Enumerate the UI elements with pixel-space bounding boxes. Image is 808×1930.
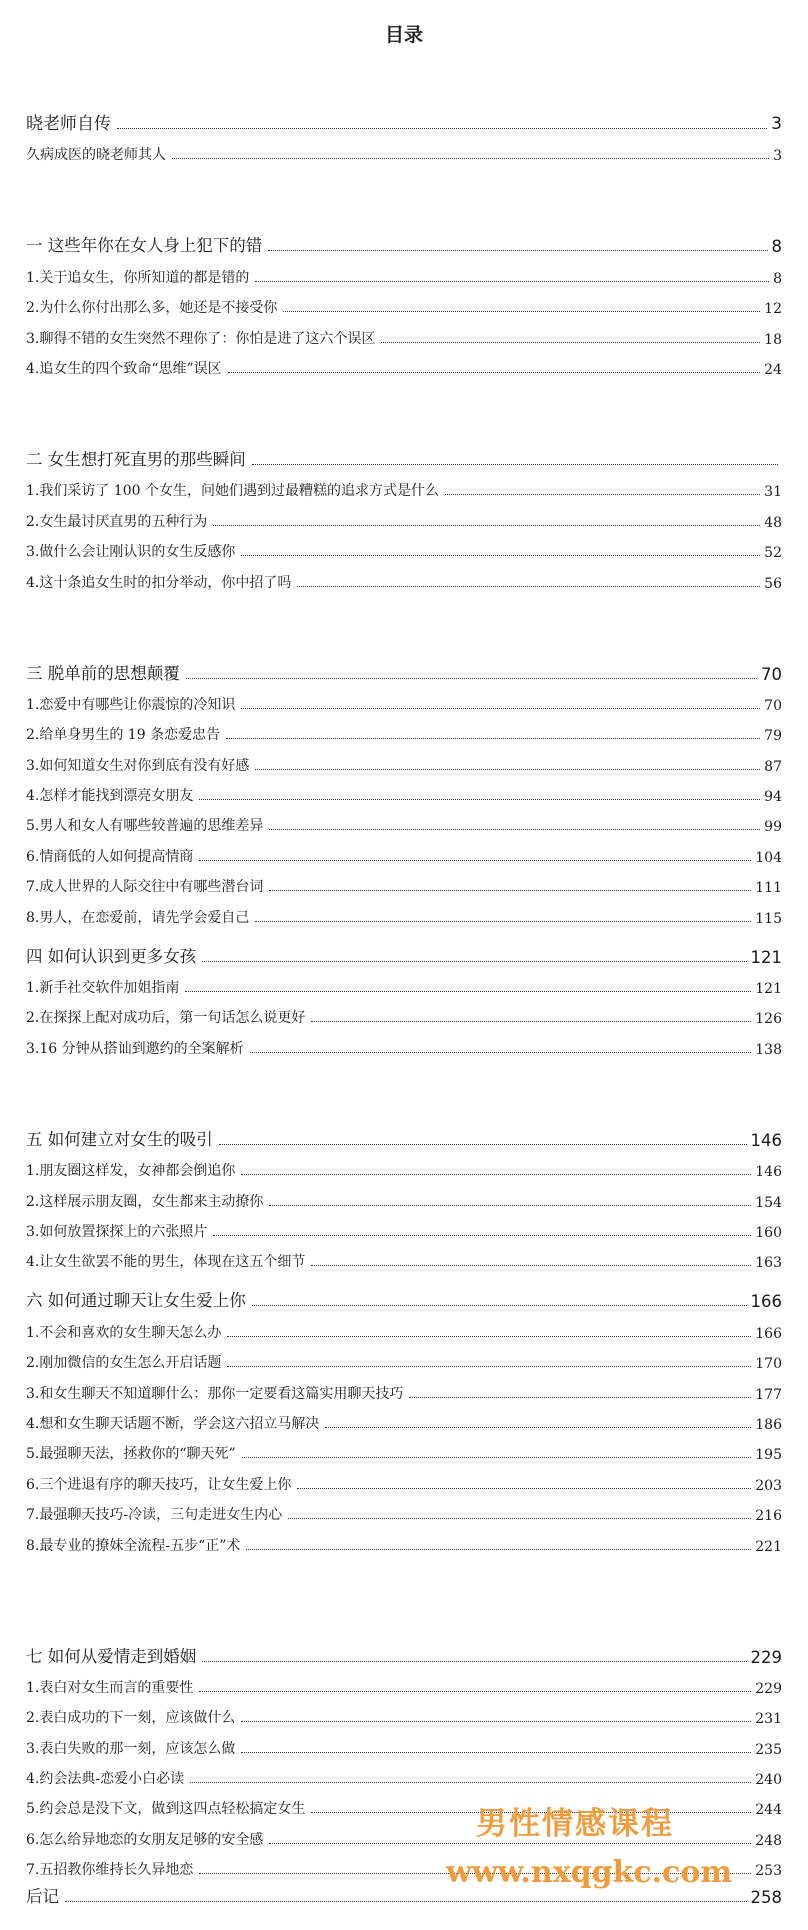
dot-leader [228,372,761,373]
dot-leader [117,128,767,129]
toc-entry-page: 231 [755,1711,782,1728]
dot-leader [202,961,746,962]
toc-entry[interactable] [26,287,782,317]
toc-entry[interactable] [26,1180,782,1210]
toc-entry-page: 154 [755,1194,782,1211]
toc-entry-title: 4.这十条追女生时的扣分举动，你中招了吗 [26,574,292,591]
dot-leader [241,1721,751,1722]
toc-entry-title: 3.表白失败的那一刻，应该怎么做 [26,1740,236,1757]
toc-section-heading-page: 70 [761,664,782,684]
toc-entry-title: 1.我们采访了 100 个女生，问她们遇到过最糟糕的追求方式是什么 [26,483,439,500]
toc-entry-page: 31 [764,484,782,501]
dot-leader [252,464,778,465]
toc-entry-page: 186 [755,1416,782,1433]
toc-section-heading[interactable] [26,646,782,684]
dot-leader [241,708,760,709]
toc-preface-subentry[interactable] [26,134,782,164]
toc-entry-page: 18 [764,331,782,348]
toc-entry-title: 5.约会总是没下文，做到这四点轻松搞定女生 [26,1801,306,1818]
dot-leader [255,769,760,770]
toc-entry-title: 3.如何知道女生对你到底有没有好感 [26,757,250,774]
toc-entry[interactable] [26,1727,782,1757]
toc-section-heading[interactable] [26,1112,782,1150]
toc-entry-page: 160 [755,1224,782,1241]
dot-leader [219,1144,747,1145]
toc-entry-page: 229 [755,1680,782,1697]
toc-entry-page: 121 [755,981,782,998]
toc-preface-entry[interactable] [26,98,782,134]
toc-section-heading[interactable] [26,1273,782,1311]
dot-leader [202,1661,746,1662]
toc-entry-title: 1.表白对女生而言的重要性 [26,1679,194,1696]
toc-entry-title: 6.三个进退有序的聊天技巧，让女生爱上你 [26,1476,292,1493]
toc-entry-page: 87 [764,758,782,775]
dot-leader [199,860,751,861]
toc-entry-title: 3.和女生聊天不知道聊什么：那你一定要看这篇实用聊天技巧 [26,1385,404,1402]
toc-entry-page: 221 [755,1538,782,1555]
toc-entry-title: 2.为什么你付出那么多，她还是不接受你 [26,300,278,317]
toc-entry-title: 4.怎样才能找到漂亮女朋友 [26,788,194,805]
toc-entry[interactable] [26,348,782,378]
toc-entry-page: 94 [764,789,782,806]
toc-entry[interactable] [26,1667,782,1697]
toc-entry-title: 1.恋爱中有哪些让你震惊的冷知识 [26,696,236,713]
dot-leader [269,1205,751,1206]
toc-section-heading-title: 一 这些年你在女人身上犯下的错 [26,236,263,256]
dot-leader [199,799,760,800]
toc-entry-title: 3.聊得不错的女生突然不理你了：你怕是进了这六个误区 [26,330,376,347]
dot-leader [288,1518,751,1519]
page-title: 目录 [384,24,423,46]
toc-entry-title: 3.做什么会让刚认识的女生反感你 [26,544,236,561]
toc-entry-page: 240 [755,1772,782,1789]
dot-leader [186,678,757,679]
dot-leader [241,1752,751,1753]
toc-entry-page: 115 [755,910,782,927]
toc-entry-page: 12 [764,301,782,318]
toc-list [26,98,782,1879]
toc-entry[interactable] [26,1494,782,1524]
dot-leader [199,1691,751,1692]
toc-entry-title: 3.16 分钟从搭讪到邀约的全案解析 [26,1040,244,1057]
toc-entry[interactable] [26,1403,782,1433]
toc-entry[interactable] [26,1372,782,1402]
toc-entry-page: 48 [764,514,782,531]
epilogue-page: 258 [750,1888,782,1907]
toc-section-heading-title: 七 如何从爱情走到婚姻 [26,1646,197,1666]
toc-section-heading[interactable] [26,218,782,256]
dot-leader [185,991,751,992]
dot-leader [190,1782,751,1783]
toc-entry[interactable] [26,805,782,835]
toc-entry[interactable] [26,744,782,774]
toc-entry-page: 216 [755,1508,782,1525]
toc-entry[interactable] [26,256,782,286]
toc-section-heading-page: 229 [750,1647,782,1667]
dot-leader [241,555,760,556]
toc-entry-page: 52 [764,545,782,562]
toc-entry-title: 2.刚加微信的女生怎么开启话题 [26,1355,222,1372]
toc-section-heading-title: 四 如何认识到更多女孩 [26,946,197,966]
toc-entry-page: 138 [755,1041,782,1058]
toc-entry[interactable] [26,1697,782,1727]
toc-section-heading-title: 六 如何通过聊天让女生爱上你 [26,1291,246,1311]
toc-section-heading[interactable] [26,1629,782,1667]
dot-leader [213,525,760,526]
dot-leader [325,1427,751,1428]
toc-entry[interactable] [26,866,782,896]
dot-leader [241,1174,751,1175]
dot-leader [172,158,769,159]
toc-entry-title: 2.在探探上配对成功后，第一句话怎么说更好 [26,1010,306,1027]
toc-entry-title: 4.想和女生聊天话题不断，学会这六招立马解决 [26,1415,320,1432]
epilogue-title: 后记 [26,1887,59,1906]
toc-entry[interactable] [26,470,782,500]
toc-entry-title: 2.女生最讨厌直男的五种行为 [26,513,208,530]
toc-entry[interactable] [26,967,782,997]
dot-leader [283,311,760,312]
dot-leader [255,281,769,282]
toc-entry[interactable] [26,835,782,865]
toc-entry-page: 177 [755,1386,782,1403]
toc-preface-entry-page: 3 [771,114,782,134]
dot-leader [381,342,760,343]
toc-entry-title: 1.不会和喜欢的女生聊天怎么办 [26,1324,222,1341]
toc-entry-page: 146 [755,1164,782,1181]
dot-leader [297,586,760,587]
toc-entry-title: 8.最专业的撩妹全流程-五步“正”术 [26,1537,241,1554]
toc-section-heading-page: 121 [750,947,782,967]
dot-leader [213,1235,751,1236]
toc-section-heading[interactable] [26,929,782,967]
dot-leader [255,921,751,922]
toc-entry-title: 8.男人，在恋爱前，请先学会爱自己 [26,909,250,926]
toc-entry[interactable] [26,561,782,591]
toc-entry-page: 166 [755,1325,782,1342]
toc-entry[interactable] [26,531,782,561]
toc-entry-page: 235 [755,1741,782,1758]
toc-entry[interactable] [26,1758,782,1788]
toc-entry-page: 203 [755,1477,782,1494]
toc-entry-title: 2.这样展示朋友圈，女生都来主动撩你 [26,1193,264,1210]
toc-entry[interactable] [26,1524,782,1554]
toc-entry-title: 4.让女生欲罢不能的男生，体现在这五个细节 [26,1254,306,1271]
dot-leader [268,250,767,251]
toc-section-heading-page: 146 [750,1130,782,1150]
toc-entry[interactable] [26,684,782,714]
toc-entry[interactable] [26,1311,782,1341]
toc-entry-page: 111 [755,880,782,897]
toc-section-heading-title: 五 如何建立对女生的吸引 [26,1129,213,1149]
dot-leader [227,1366,751,1367]
toc-entry-page: 70 [764,697,782,714]
dot-leader [311,1021,751,1022]
toc-preface-subentry-title: 久病成医的晓老师其人 [26,147,166,164]
toc-entry-title: 1.朋友圈这样发，女神都会倒追你 [26,1163,236,1180]
toc-entry[interactable] [26,500,782,530]
toc-entry-page: 24 [764,361,782,378]
toc-entry-page: 163 [755,1255,782,1272]
toc-entry-title: 5.男人和女人有哪些较普遍的思维差异 [26,818,264,835]
dot-leader [409,1397,751,1398]
toc-entry[interactable] [26,997,782,1027]
watermark-title: 男性情感课程 [476,1806,674,1842]
toc-entry-title: 7.成人世界的人际交往中有哪些潜台词 [26,879,264,896]
toc-entry[interactable] [26,1433,782,1463]
toc-entry[interactable] [26,1027,782,1057]
toc-entry-title: 1.关于追女生，你所知道的都是错的 [26,269,250,286]
toc-preface-entry-title: 晓老师自传 [26,114,111,134]
toc-entry[interactable] [26,317,782,347]
toc-entry-page: 195 [755,1447,782,1464]
toc-entry[interactable] [26,775,782,805]
toc-section-heading-title: 二 女生想打死直男的那些瞬间 [26,449,246,469]
dot-leader [246,1549,751,1550]
dot-leader [252,1305,747,1306]
toc-entry-title: 7.五招教你维持长久异地恋 [26,1862,194,1879]
watermark-url: www.nxqgkc.com [446,1855,733,1890]
dot-leader [226,738,760,739]
toc-entry[interactable] [26,1211,782,1241]
toc-entry[interactable] [26,896,782,926]
dot-leader [250,1052,752,1053]
toc-entry-title: 1.新手社交软件加姐指南 [26,980,180,997]
toc-entry-title: 2.给单身男生的 19 条恋爱忠告 [26,727,221,744]
toc-entry[interactable] [26,1342,782,1372]
toc-entry-title: 6.怎么给异地恋的女朋友足够的安全感 [26,1831,264,1848]
toc-entry-page: 248 [755,1832,782,1849]
toc-section-heading-title: 三 脱单前的思想颠覆 [26,663,180,683]
dot-leader [269,829,760,830]
toc-entry-title: 7.最强聊天技巧-冷读，三句走进女生内心 [26,1507,283,1524]
toc-preface-subentry-page: 3 [773,148,782,165]
toc-entry[interactable] [26,714,782,744]
toc-entry-title: 3.如何放置探探上的六张照片 [26,1223,208,1240]
dot-leader [311,1265,751,1266]
toc-entry-page: 104 [755,849,782,866]
toc-page [26,0,782,1879]
toc-entry-page: 126 [755,1011,782,1028]
toc-entry-title: 5.最强聊天法，拯救你的“聊天死” [26,1446,236,1463]
dot-leader [242,1457,752,1458]
toc-section-heading-page: 166 [750,1292,782,1312]
toc-entry-page: 99 [764,819,782,836]
dot-leader [65,1901,747,1902]
toc-section-heading-page: 8 [771,237,782,257]
toc-entry-page: 170 [755,1356,782,1373]
toc-entry-page: 79 [764,728,782,745]
dot-leader [269,890,751,891]
toc-entry-page: 56 [764,575,782,592]
toc-entry-title: 2.表白成功的下一刻，应该做什么 [26,1710,236,1727]
toc-section-heading[interactable] [26,432,782,470]
dot-leader [297,1488,751,1489]
toc-entry-page: 8 [773,270,782,287]
toc-entry[interactable] [26,1150,782,1180]
toc-entry[interactable] [26,1241,782,1271]
toc-entry-title: 4.约会法典-恋爱小白必读 [26,1771,185,1788]
toc-entry-title: 4.追女生的四个致命“思维”误区 [26,360,222,377]
dot-leader [227,1336,751,1337]
toc-entry[interactable] [26,1463,782,1493]
toc-entry-page: 244 [755,1802,782,1819]
dot-leader [445,494,760,495]
toc-entry-page: 253 [755,1863,782,1880]
toc-entry-title: 6.情商低的人如何提高情商 [26,848,194,865]
